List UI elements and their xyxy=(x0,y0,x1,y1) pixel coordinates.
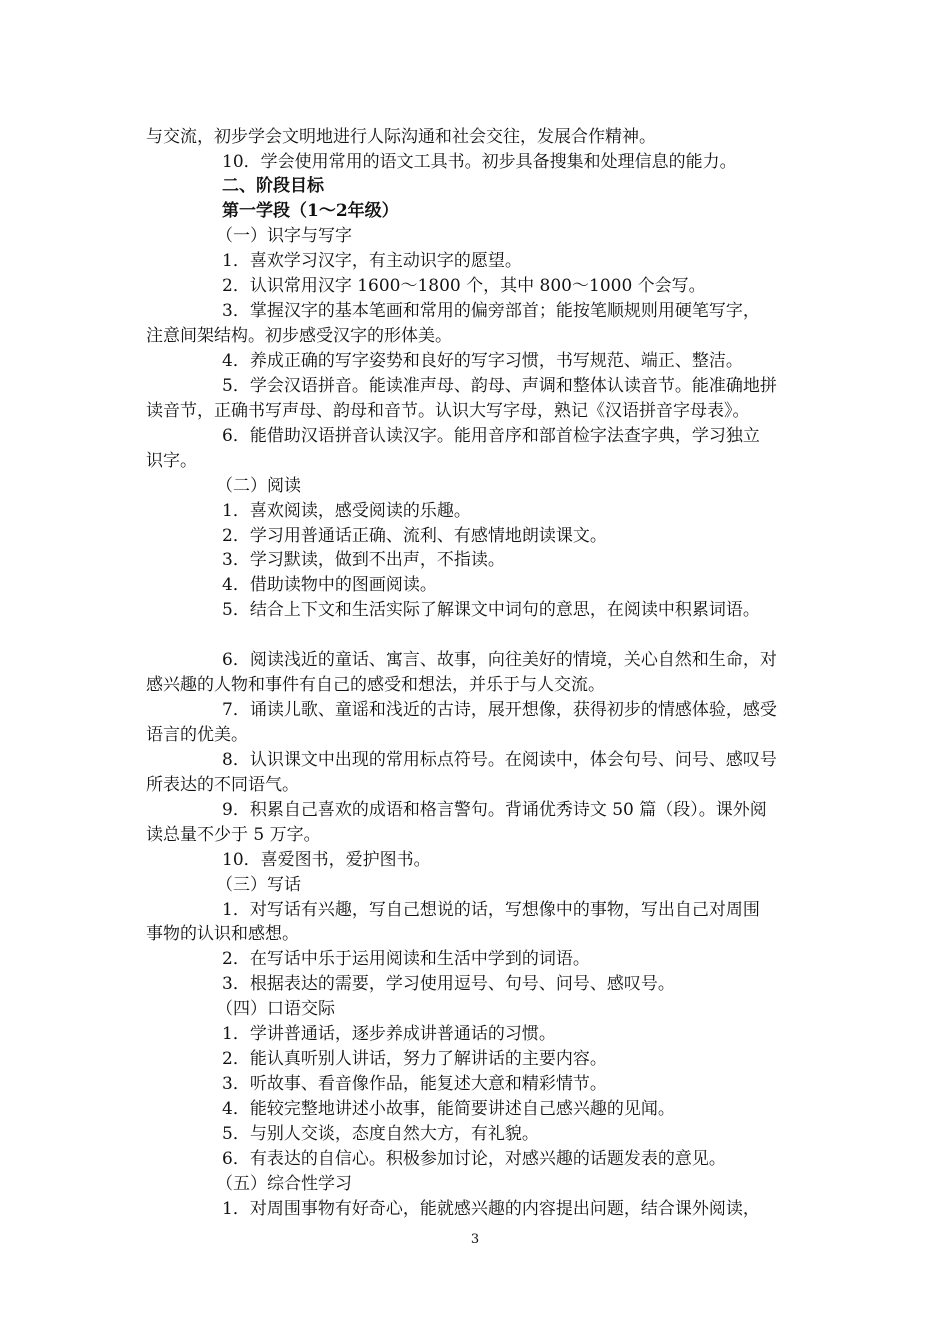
text-line: 5．与别人交谈，态度自然大方，有礼貌。 xyxy=(222,1124,539,1144)
subsection-heading: （一）识字与写字 xyxy=(216,226,352,246)
text-line: 10．学会使用常用的语文工具书。初步具备搜集和处理信息的能力。 xyxy=(222,152,737,172)
text-line: 4．养成正确的写字姿势和良好的写字习惯，书写规范、端正、整洁。 xyxy=(222,351,743,371)
text-line: 4．借助读物中的图画阅读。 xyxy=(222,575,437,595)
text-line: 2．认识常用汉字 1600～1800 个，其中 800～1000 个会写。 xyxy=(222,276,706,296)
text-line: 3．学习默读，做到不出声，不指读。 xyxy=(222,550,505,570)
text-line: 2．能认真听别人讲话，努力了解讲话的主要内容。 xyxy=(222,1049,607,1069)
text-line: 所表达的不同语气。 xyxy=(146,775,299,795)
text-line: 感兴趣的人物和事件有自己的感受和想法，并乐于与人交流。 xyxy=(146,675,605,695)
text-line: 6．阅读浅近的童话、寓言、故事，向往美好的情境，关心自然和生命，对 xyxy=(222,650,777,670)
subsection-heading: （五）综合性学习 xyxy=(216,1174,352,1194)
text-line: 9．积累自己喜欢的成语和格言警句。背诵优秀诗文 50 篇（段）。课外阅 xyxy=(222,800,767,820)
text-line: 读音节，正确书写声母、韵母和音节。认识大写字母，熟记《汉语拼音字母表》。 xyxy=(146,401,750,421)
subsection-heading: （四）口语交际 xyxy=(216,999,335,1019)
subsection-heading: （三）写话 xyxy=(216,875,301,895)
text-line: 6．能借助汉语拼音认读汉字。能用音序和部首检字法查字典，学习独立 xyxy=(222,426,760,446)
text-line: 读总量不少于 5 万字。 xyxy=(146,825,321,845)
subsection-heading: （二）阅读 xyxy=(216,476,301,496)
text-line: 3．根据表达的需要，学习使用逗号、句号、问号、感叹号。 xyxy=(222,974,675,994)
text-line: 与交流，初步学会文明地进行人际沟通和社会交往，发展合作精神。 xyxy=(146,127,656,147)
stage-heading: 第一学段（1～2年级） xyxy=(222,201,399,221)
text-line: 2．学习用普通话正确、流利、有感情地朗读课文。 xyxy=(222,526,607,546)
text-line: 语言的优美。 xyxy=(146,725,248,745)
section-heading: 二、阶段目标 xyxy=(222,176,324,196)
page-number: 3 xyxy=(470,1232,480,1247)
text-line: 1．学讲普通话，逐步养成讲普通话的习惯。 xyxy=(222,1024,556,1044)
text-line: 3．掌握汉字的基本笔画和常用的偏旁部首；能按笔顺规则用硬笔写字， xyxy=(222,301,760,321)
text-line: 5．结合上下文和生活实际了解课文中词句的意思，在阅读中积累词语。 xyxy=(222,600,760,620)
text-line: 6．有表达的自信心。积极参加讨论，对感兴趣的话题发表的意见。 xyxy=(222,1149,726,1169)
text-line: 7．诵读儿歌、童谣和浅近的古诗，展开想像，获得初步的情感体验，感受 xyxy=(222,700,777,720)
text-line: 注意间架结构。初步感受汉字的形体美。 xyxy=(146,326,452,346)
text-line: 事物的认识和感想。 xyxy=(146,924,299,944)
text-line: 8．认识课文中出现的常用标点符号。在阅读中，体会句号、问号、感叹号 xyxy=(222,750,777,770)
text-line: 5．学会汉语拼音。能读准声母、韵母、声调和整体认读音节。能准确地拼 xyxy=(222,376,777,396)
text-line: 10．喜爱图书，爱护图书。 xyxy=(222,850,431,870)
text-line: 1．喜欢阅读，感受阅读的乐趣。 xyxy=(222,501,471,521)
text-line: 4．能较完整地讲述小故事，能简要讲述自己感兴趣的见闻。 xyxy=(222,1099,675,1119)
text-line: 2．在写话中乐于运用阅读和生活中学到的词语。 xyxy=(222,949,590,969)
text-line: 1．对周围事物有好奇心，能就感兴趣的内容提出问题，结合课外阅读， xyxy=(222,1199,760,1219)
text-line: 3．听故事、看音像作品，能复述大意和精彩情节。 xyxy=(222,1074,607,1094)
text-line: 1．喜欢学习汉字，有主动识字的愿望。 xyxy=(222,251,522,271)
text-line: 1．对写话有兴趣，写自己想说的话，写想像中的事物，写出自己对周围 xyxy=(222,900,760,920)
text-line: 识字。 xyxy=(146,451,197,471)
